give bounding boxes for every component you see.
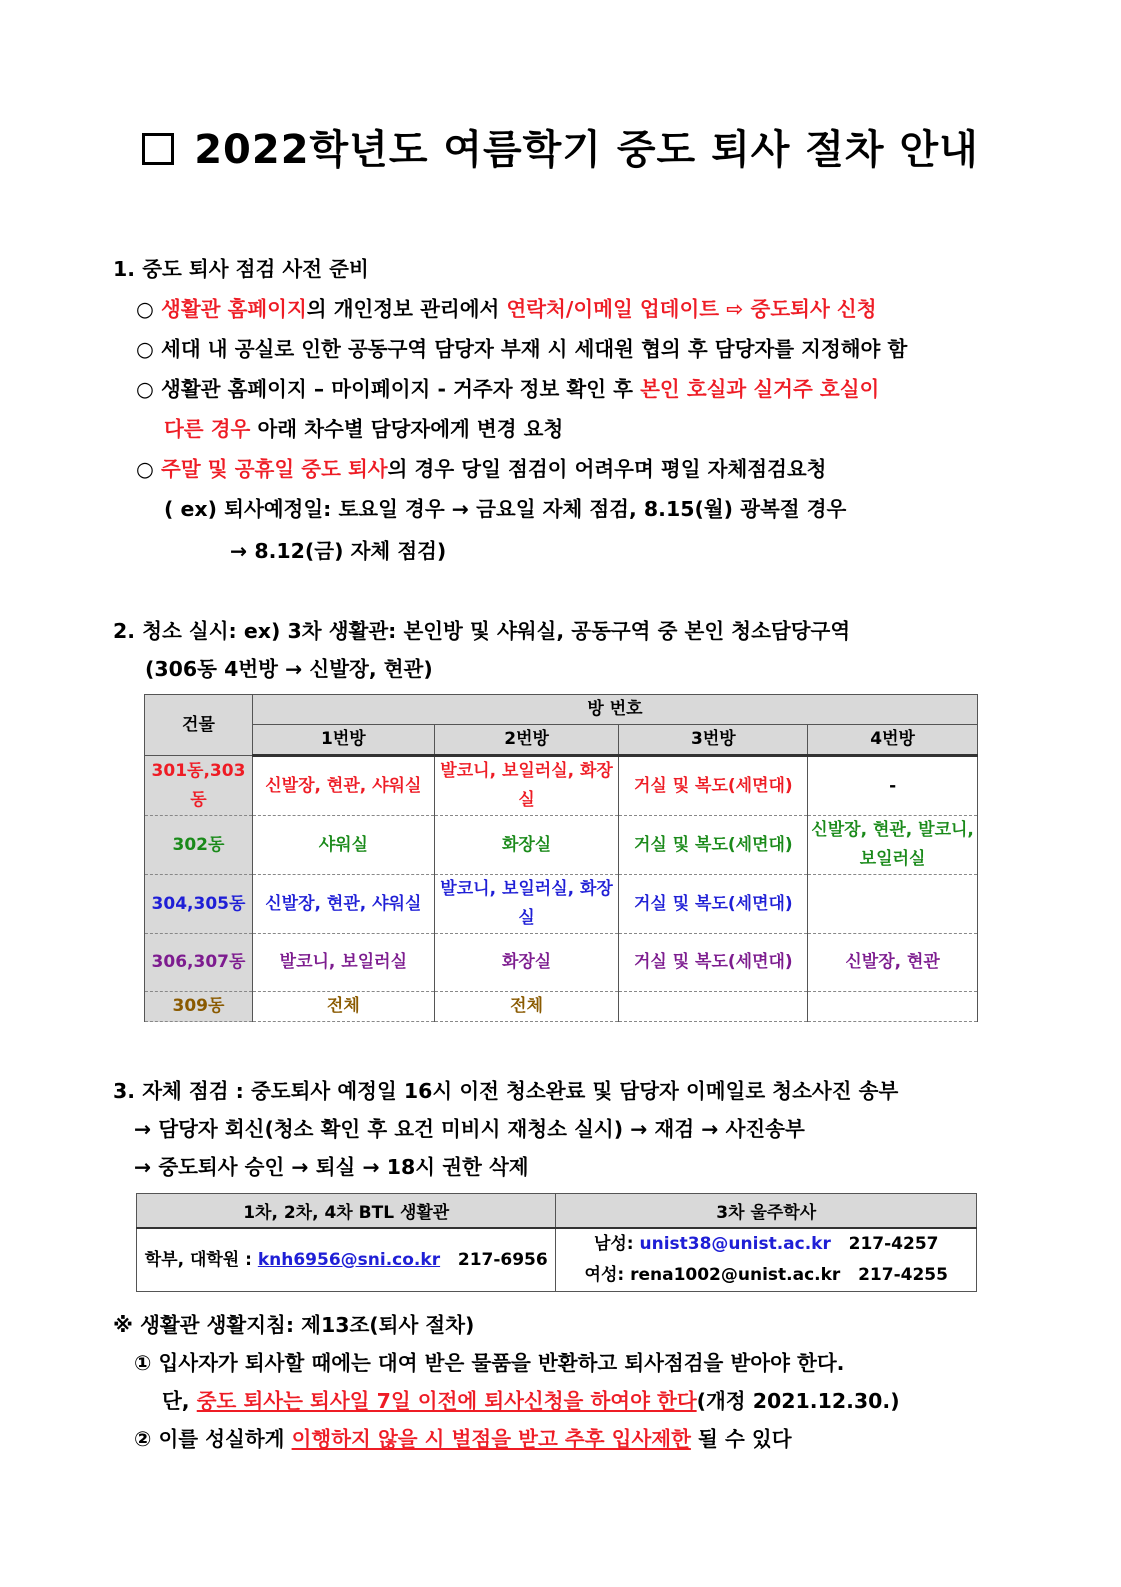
table-row xyxy=(145,756,978,816)
section-2-subtext: (306동 4번방 → 신발장, 현관) xyxy=(145,657,433,681)
room-area-cell: 거실 및 복도(세면대) xyxy=(619,875,808,934)
room-area-cell: 거실 및 복도(세면대) xyxy=(619,934,808,992)
section-1-item: → 8.12(금) 자체 점검) xyxy=(230,539,447,563)
table-row xyxy=(145,816,978,875)
section-2-heading: 2. 청소 실시: ex) 3차 생활관: 본인방 및 샤워실, 공동구역 중 본인 청소담당구역 xyxy=(113,619,851,643)
rule-2: ② 이를 성실하게 이행하지 않을 시 벌점을 받고 추후 입사제한 될 수 있다 xyxy=(134,1427,792,1451)
rule-1-highlight: 중도 퇴사는 퇴사일 7일 이전에 퇴사신청을 하여야 한다 xyxy=(196,1389,697,1413)
rule-1: ① 입사자가 퇴사할 때에는 대여 받은 물품을 반환하고 퇴사점검을 받아야 한다. xyxy=(134,1351,845,1375)
building-cell: 301동,303동 xyxy=(145,756,253,816)
section-1-item: ( ex) 퇴사예정일: 토요일 경우 → 금요일 자체 점검, 8.15(월) 광복절 경우 xyxy=(164,497,847,521)
room-header: 2번방 xyxy=(434,725,619,756)
building-header: 건물 xyxy=(145,695,253,756)
room-area-cell xyxy=(808,875,978,934)
btl-email-link[interactable]: knh6956@sni.co.kr xyxy=(257,1249,441,1270)
cleaning-area-table xyxy=(144,694,978,1022)
male-phone: 217-4257 xyxy=(848,1234,939,1254)
room-area-cell: - xyxy=(808,756,978,816)
building-cell: 302동 xyxy=(145,816,253,875)
table-row xyxy=(145,992,978,1022)
male-email[interactable]: unist38@unist.ac.kr xyxy=(639,1234,831,1254)
rule-1-note: 단, 중도 퇴사는 퇴사일 7일 이전에 퇴사신청을 하여야 한다(개정 2021.12.30.) xyxy=(162,1389,900,1413)
section-3-flow-2: → 중도퇴사 승인 → 퇴실 → 18시 권한 삭제 xyxy=(134,1155,529,1179)
btl-phone: 217-6956 xyxy=(457,1249,548,1270)
section-1-heading: 1. 중도 퇴사 점검 사전 준비 xyxy=(113,257,369,281)
section-3-flow-1: → 담당자 회신(청소 확인 후 요건 미비시 재청소 실시) → 재검 → 사진송부 xyxy=(134,1117,805,1141)
room-area-cell: 화장실 xyxy=(434,934,619,992)
building-cell: 306,307동 xyxy=(145,934,253,992)
room-area-cell: 전체 xyxy=(252,992,434,1022)
room-area-cell: 거실 및 복도(세면대) xyxy=(619,816,808,875)
room-area-cell: 전체 xyxy=(434,992,619,1022)
female-contact-cell: 여성: rena1002@unist.ac.kr 217-4255 xyxy=(556,1260,977,1291)
section-3-heading: 3. 자체 점검 : 중도퇴사 예정일 16시 이전 청소완료 및 담당자 이메일로 청소사진 송부 xyxy=(113,1079,899,1103)
rule-2-highlight: 이행하지 않을 시 벌점을 받고 추후 입사제한 xyxy=(291,1427,691,1451)
page-title: 2022학년도 여름학기 중도 퇴사 절차 안내 xyxy=(0,118,1121,175)
room-header: 1번방 xyxy=(252,725,434,756)
btl-dorm-header: 1차, 2차, 4차 BTL 생활관 xyxy=(137,1194,556,1229)
female-email[interactable]: rena1002@unist.ac.kr xyxy=(630,1265,841,1285)
room-area-cell: 발코니, 보일러실, 화장실 xyxy=(434,875,619,934)
room-area-cell: 화장실 xyxy=(434,816,619,875)
room-header: 3번방 xyxy=(619,725,808,756)
room-area-cell: 발코니, 보일러실 xyxy=(252,934,434,992)
building-cell: 304,305동 xyxy=(145,875,253,934)
section-1-item: ○ 생활관 홈페이지의 개인정보 관리에서 연락처/이메일 업데이트 ⇨ 중도퇴사 신청 xyxy=(136,297,877,321)
room-number-header: 방 번호 xyxy=(252,695,977,725)
ulju-dorm-header: 3차 울주학사 xyxy=(556,1194,977,1229)
section-1-item: ○ 생활관 홈페이지 – 마이페이지 - 거주자 정보 확인 후 본인 호실과 실거주 호실이 xyxy=(136,377,880,401)
table-row xyxy=(145,875,978,934)
room-area-cell: 발코니, 보일러실, 화장실 xyxy=(434,756,619,816)
male-contact-cell: 남성: unist38@unist.ac.kr 217-4257 xyxy=(556,1228,977,1260)
room-area-cell: 신발장, 현관, 샤워실 xyxy=(252,875,434,934)
room-area-cell xyxy=(619,992,808,1022)
section-1-item: 다른 경우 아래 차수별 담당자에게 변경 요청 xyxy=(164,417,564,441)
room-header: 4번방 xyxy=(808,725,978,756)
room-area-cell: 샤워실 xyxy=(252,816,434,875)
table-row xyxy=(145,934,978,992)
contact-table xyxy=(136,1193,977,1292)
rules-heading: ※ 생활관 생활지침: 제13조(퇴사 절차) xyxy=(113,1313,475,1337)
room-area-cell xyxy=(808,992,978,1022)
section-1-item: ○ 주말 및 공휴일 중도 퇴사의 경우 당일 점검이 어려우며 평일 자체점검요청 xyxy=(136,457,827,481)
checkbox-square-icon xyxy=(142,133,174,165)
room-area-cell: 거실 및 복도(세면대) xyxy=(619,756,808,816)
room-area-cell: 신발장, 현관 xyxy=(808,934,978,992)
section-1-item: ○ 세대 내 공실로 인한 공동구역 담당자 부재 시 세대원 협의 후 담당자를 지정해야 함 xyxy=(136,337,908,361)
female-phone: 217-4255 xyxy=(858,1265,948,1285)
room-area-cell: 신발장, 현관, 샤워실 xyxy=(252,756,434,816)
btl-contact-cell: 학부, 대학원 : knh6956@sni.co.kr 217-6956 xyxy=(137,1228,556,1292)
room-area-cell: 신발장, 현관, 발코니, 보일러실 xyxy=(808,816,978,875)
building-cell: 309동 xyxy=(145,992,253,1022)
